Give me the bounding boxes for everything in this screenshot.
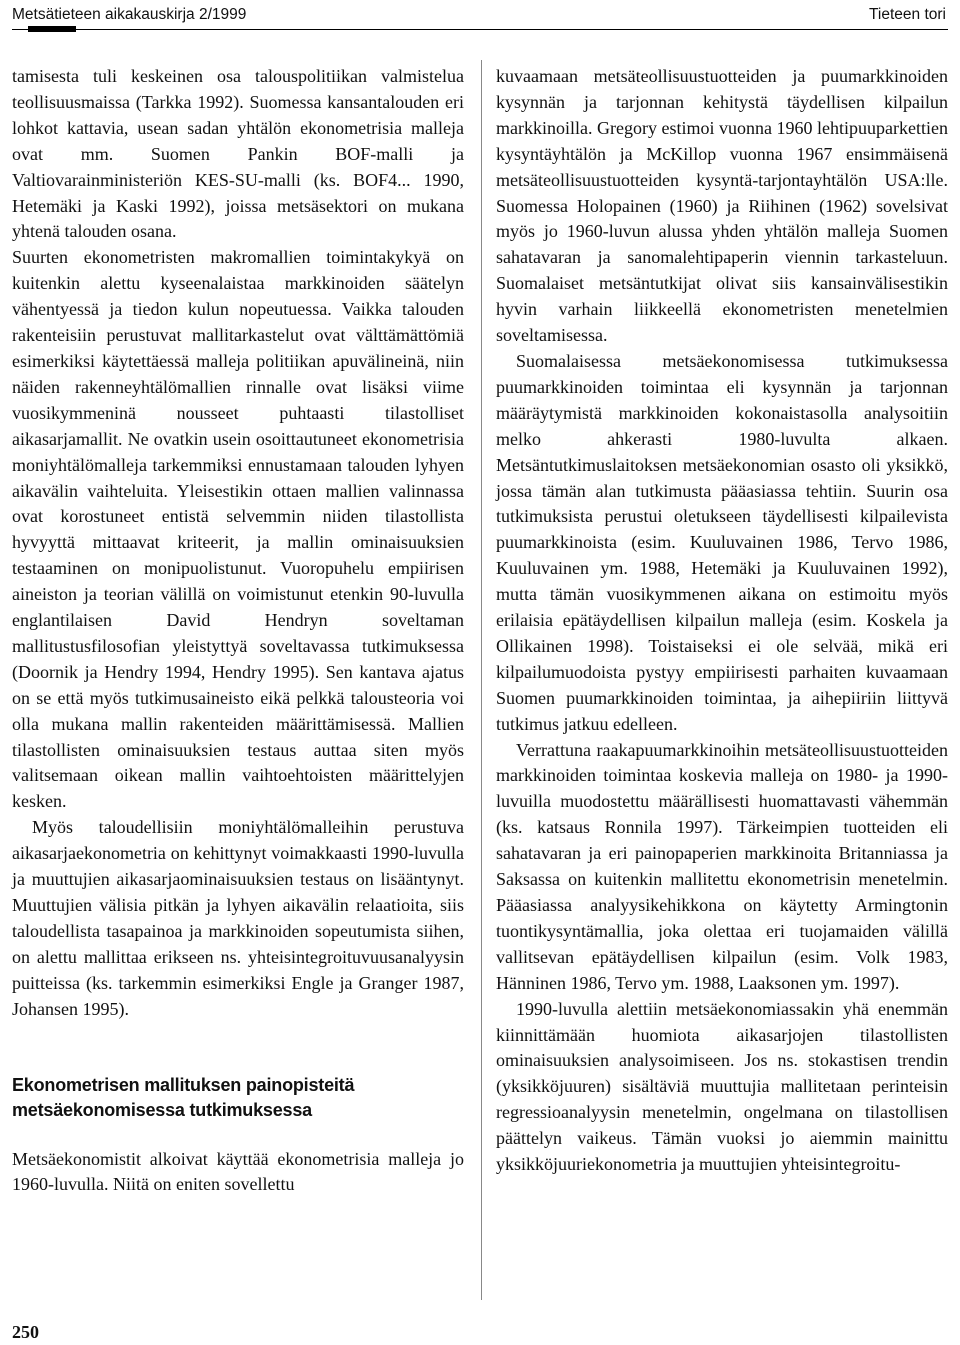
section-heading: Ekonometrisen mallituksen painopisteitä metsäekonomisessa tutkimuksessa: [12, 1074, 355, 1120]
header-accent-bar: [28, 26, 76, 32]
column-divider: [481, 60, 482, 1300]
paragraph: Suomalaisessa metsäekonomisessa tutkimuksessa puumarkkinoiden toimintaa eli kysynnän ja tarjonnan määräytymistä markkinoiden kokonaistasolla analysoitiin melko ahkerasti 1980-luvulta alkaen. Metsäntutkimuslaitoksen metsäekonomian osasto oli yksikkö, jossa tämän alan tutkimusta pääasiassa tehtiin. Suurin osa tutkimuksista perustui oletukseen täydellisesti kilpailevista puumarkkinoista (esim. Kuuluvainen 1986, Tervo 1986, Kuuluvainen ym. 1988, Hetemäki ja Kuuluvainen 1992), mutta tämän vuosikymmenen aikana on estimoitu myös erilaisia epätäydellisen kilpailun malleja (esim. Koskela ja Ollikainen 1998). Toistaiseksi ei ole selvää, mikä eri kilpailumuodoista pystyy empiirisesti parhaiten kuvaamaan Suomen puumarkkinoiden toimintaa, ja aihepiiriin liittyvä tutkimus jatkuu edelleen.: [496, 350, 948, 734]
paragraph: Verrattuna raakapuumarkkinoihin metsäteollisuustuotteiden markkinoiden toimintaa koskevia malleja on 1980- ja 1990-luvuilla muodostettu määrällisesti huomattavasti vähemmän (ks. katsaus Ronnila 1997). Tärkeimpien tuotteiden eli sahatavaran ja eri painopaperien markkinoita Britanniassa ja Saksassa on kuitenkin mallitettu ekonometrisin menetelmin. Pääasiassa analyysikehikkona on käytetty Armingtonin tuontikysyntämallia, joka olettaa eri tuojamaiden välillä vallitsevan epätäydellisen kilpailun (esim. Volk 1983, Hänninen 1986, Tervo ym. 1988, Laaksonen ym. 1997).: [496, 739, 948, 993]
paragraph: Suurten ekonometristen makromallien toimintakykyä on kuitenkin alettu kyseenalaistaa markkinoiden säätelyn vähentyessä ja tiedon kulun nopeutuessa. Vaikka talouden rakenteisiin perustuvat mallitarkastelut ovat välttämättömiä esimerkiksi käytettäessä malleja politiikan apuvälineinä, niin näiden rakenneyhtälömallien rinnalle ovat lisäksi viime vuosikymmeninä nousseet puhtaasti tilastolliset aikasarjamallit. Ne ovatkin usein osoittautuneet ekonometrisia moniyhtälömalleja tarkemmiksi ennustamaan talouden lyhyen aikavälin vaihteluita. Yleisestikin ottaen mallien valinnassa ovat korostuneet entistä selvemmin niiden tilastollista hyvyyttä mittaavat kriteerit, ja mallin ominaisuuksien testaaminen on monipuolistunut. Vuoropuhelu empiirisen aineiston ja teorian välillä on voimistunut etenkin 90-luvulla englantilaisen David Hendryn soveltaman mallitustusfilosofian yleistyttyä soveltavassa tutkimuksessa (Doornik ja Hendry 1994, Hendry 1995). Sen kantava ajatus on se että myös tutkimusaineisto eikä pelkkä talousteoria voi olla mukana mallin rakenteiden määrittämisessä. Mallien tilastollisten ominaisuuksien testaus auttaa siten myös valitsemaan oikean mallin vaihtoehtoisten määrittelyjen kesken.: [12, 247, 464, 812]
journal-title: Metsätieteen aikakauskirja 2/1999: [12, 6, 247, 23]
page-header: [0, 0, 960, 40]
page-number: 250: [12, 1322, 39, 1342]
left-column: [12, 64, 464, 1198]
header-rule: [12, 29, 948, 30]
paragraph: tamisesta tuli keskeinen osa talouspolitiikan valmistelua teollisuusmaissa (Tarkka 1992). Suomessa kansantalouden eri lohkot kattavia, usean sadan yhtälön ekonometrisia malleja ovat mm. Suomen Pankin BOF-malli ja Valtiovarainministeriön KES-SU-malli (ks. BOF4... 1990, Hetemäki ja Kaski 1992), joissa metsäsektori on mukana yhtenä talouden osana.: [12, 66, 464, 242]
paragraph: kuvaamaan metsäteollisuustuotteiden ja puumarkkinoiden kysynnän ja tarjonnan kehitystä täydellisen kilpailun markkinoilla. Gregory estimoi vuonna 1960 lehtipuuparkettien kysyntäyhtälön ja McKillop vuonna 1967 ensimmäisenä metsäteollisuustuotteiden kysyntä-tarjontayhtälön USA:lle. Suomessa Holopainen (1960) ja Riihinen (1962) sovelsivat myös jo 1960-luvun alussa yhden yhtälön malleja Suomen sahatavaran ja sanomalehtipaperin viennin tarkasteluun. Suomalaiset metsäntutkijat olivat siis kansainvälisestikin hyvin varhain liikkeellä ekonometristen menetelmien soveltamisessa.: [496, 66, 948, 346]
section-title: Tieteen tori: [869, 6, 946, 23]
paragraph: Myös taloudellisiin moniyhtälömalleihin perustuva aikasarjaekonometria on kehittynyt voimakkaasti 1990-luvulla ja muuttujien aikasarjaominaisuuksien testaus on lisääntynyt. Muuttujien välisia pitkän ja lyhyen aikavälin relaatioita, siis taloudellista tasapainoa ja markkinoiden sopeutumista siihen, on alettu mallittaa erikseen ns. yhteisintegroituvuusanalyysin puitteissa (ks. tarkemmin esimerkiksi Engle ja Granger 1987, Johansen 1995).: [12, 817, 464, 1019]
paragraph: Metsäekonomistit alkoivat käyttää ekonometrisia malleja jo 1960-luvulla. Niitä on eniten sovellettu: [12, 1148, 464, 1195]
paragraph: 1990-luvulla alettiin metsäekonomiassakin yhä enemmän kiinnittämään huomiota aikasarjojen tilastollisten ominaisuuksien analysoimiseen. Jos ns. stokastisen trendin (yksikköjuuren) sisältäviä muuttujia mallitetaan perinteisin regressioanalyysin menetelmin, ongelmana on tilastollisen päättelyn vaikeus. Tämän vuoksi jo aiemmin mainittu yksikköjuuriekonometria ja muuttujien yhteisintegroitu-: [496, 998, 948, 1175]
right-column: [496, 64, 948, 1178]
